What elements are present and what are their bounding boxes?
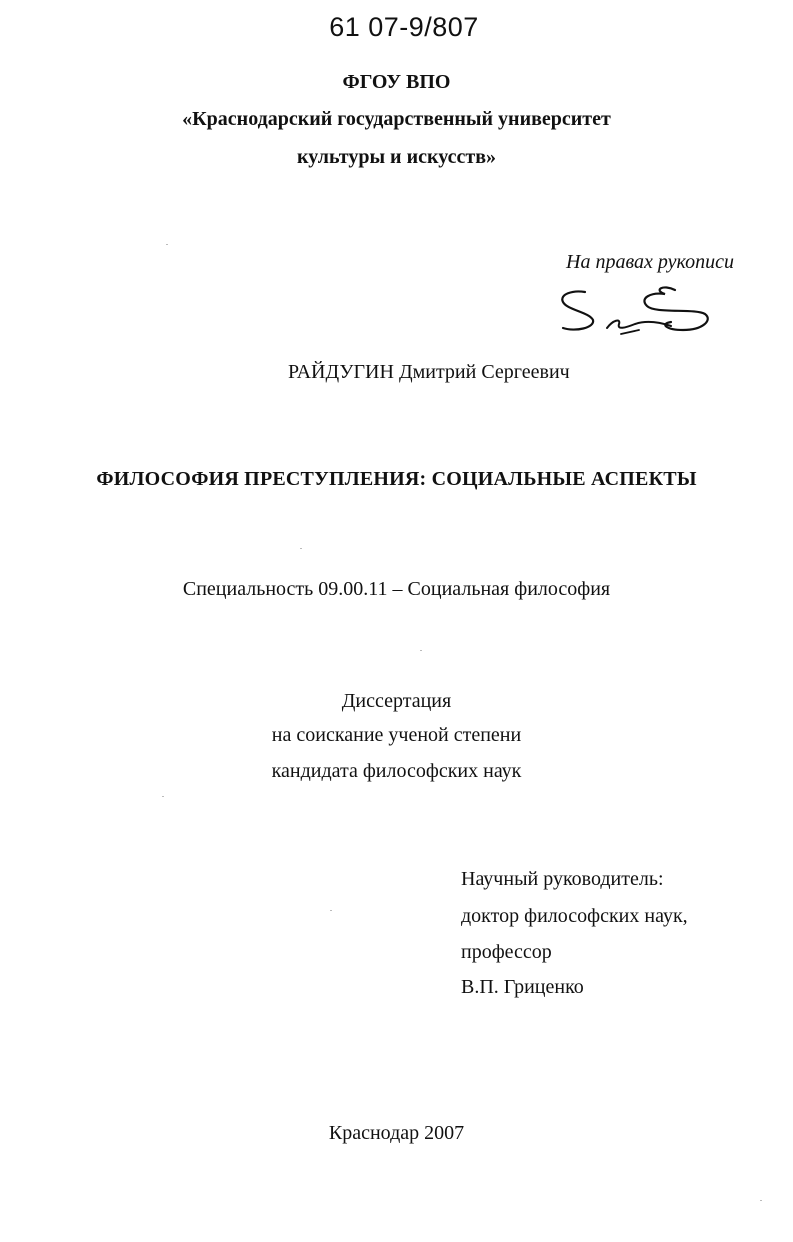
advisor-role: Научный руководитель: [461, 868, 664, 890]
degree-line-2: на соискание ученой степени [271, 724, 522, 746]
city-year: Краснодар 2007 [328, 1122, 465, 1144]
specialty: Специальность 09.00.11 – Социальная философия [182, 578, 611, 600]
author-name: РАЙДУГИН Дмитрий Сергеевич [288, 361, 570, 383]
organization-name: ФГОУ ВПО [342, 71, 451, 93]
advisor-degree: доктор философских наук, [461, 905, 688, 927]
scan-speck [166, 244, 168, 245]
advisor-rank: профессор [461, 941, 552, 963]
scan-speck [162, 796, 164, 797]
scan-speck [760, 1200, 762, 1201]
advisor-name: В.П. Гриценко [461, 976, 584, 998]
degree-line-3: кандидата философских наук [271, 760, 522, 782]
catalog-number: 61 07-9/807 [329, 12, 479, 42]
manuscript-note: На правах рукописи [566, 251, 734, 273]
degree-line-1: Диссертация [341, 690, 452, 712]
scan-speck [330, 910, 332, 911]
author-signature [555, 284, 715, 344]
scan-speck [420, 650, 422, 651]
university-name-line-2: культуры и искусств» [296, 146, 496, 168]
university-name-line-1: «Краснодарский государственный университет [182, 108, 611, 130]
scan-speck [300, 548, 302, 549]
dissertation-title: ФИЛОСОФИЯ ПРЕСТУПЛЕНИЯ: СОЦИАЛЬНЫЕ АСПЕКТЫ [96, 468, 697, 490]
